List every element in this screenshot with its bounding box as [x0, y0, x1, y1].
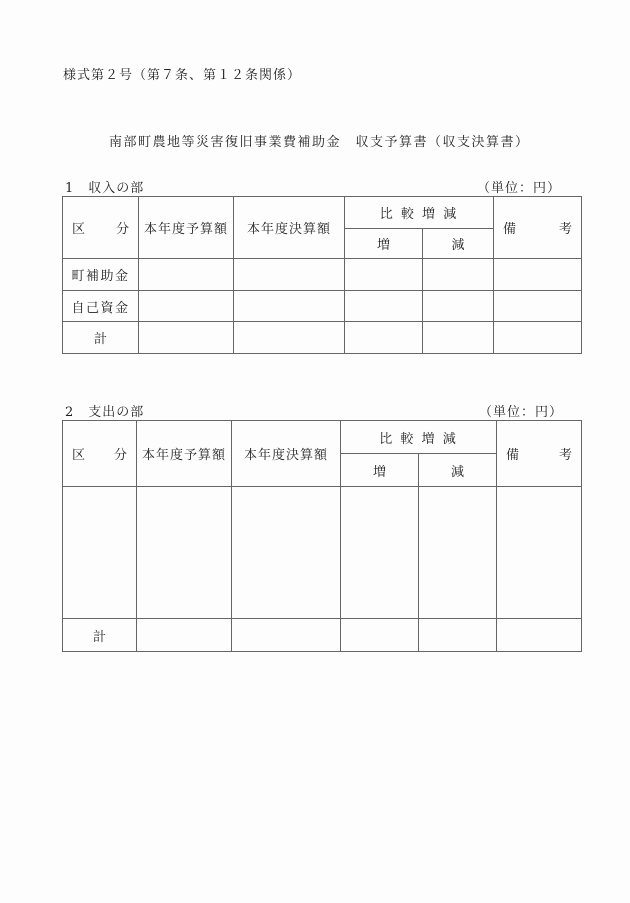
- header-category-right: 分: [115, 222, 129, 237]
- total-row: [63, 322, 582, 354]
- increase-cell[interactable]: [345, 322, 423, 354]
- form-number: 様式第２号（第７条、第１２条関係）: [63, 68, 302, 83]
- expenditure-table: [62, 420, 582, 652]
- header-remarks: [497, 421, 582, 487]
- budget-cell[interactable]: [137, 487, 232, 619]
- table-row: [63, 291, 582, 322]
- total-row: [63, 619, 582, 652]
- remarks-cell[interactable]: [497, 487, 582, 619]
- header-settlement: 本年度決算額: [232, 421, 341, 487]
- header-category-right: 分: [113, 448, 127, 463]
- row-label: 町補助金: [63, 259, 139, 291]
- header-decrease: 減: [423, 229, 494, 259]
- header-settlement: 本年度決算額: [234, 197, 345, 259]
- remarks-cell[interactable]: [494, 322, 582, 354]
- header-budget: 本年度予算額: [139, 197, 234, 259]
- row-label: 計: [63, 322, 139, 354]
- remarks-cell[interactable]: [494, 291, 582, 322]
- header-comparison: 比 較 増 減: [341, 421, 497, 454]
- header-remarks: [494, 197, 582, 259]
- increase-cell[interactable]: [345, 259, 423, 291]
- header-remarks-left: 備: [503, 222, 517, 237]
- header-comparison: 比 較 増 減: [345, 197, 494, 229]
- header-category: [63, 421, 137, 487]
- increase-cell[interactable]: [341, 487, 419, 619]
- header-category: [63, 197, 139, 259]
- row-label: 計: [63, 619, 137, 652]
- header-remarks-right: 考: [558, 448, 572, 463]
- table-row: [63, 259, 582, 291]
- header-budget: 本年度予算額: [137, 421, 232, 487]
- row-label[interactable]: [63, 487, 137, 619]
- header-category-left: 区: [72, 448, 86, 463]
- decrease-cell[interactable]: [419, 619, 497, 652]
- increase-cell[interactable]: [341, 619, 419, 652]
- header-category-left: 区: [72, 222, 86, 237]
- increase-cell[interactable]: [345, 291, 423, 322]
- document-title: 南部町農地等災害復旧事業費補助金 収支予算書（収支決算書）: [109, 135, 530, 150]
- budget-cell[interactable]: [139, 259, 234, 291]
- income-section-label: 1 収入の部: [65, 181, 145, 196]
- table-row: [63, 487, 582, 619]
- settlement-cell[interactable]: [232, 619, 341, 652]
- header-remarks-left: 備: [506, 448, 520, 463]
- header-increase: 増: [345, 229, 423, 259]
- row-label: 自己資金: [63, 291, 139, 322]
- settlement-cell[interactable]: [234, 322, 345, 354]
- settlement-cell[interactable]: [232, 487, 341, 619]
- expenditure-section-label: 2 支出の部: [65, 405, 145, 420]
- income-table: [62, 196, 582, 354]
- decrease-cell[interactable]: [419, 487, 497, 619]
- budget-cell[interactable]: [139, 322, 234, 354]
- header-remarks-right: 考: [558, 222, 572, 237]
- decrease-cell[interactable]: [423, 322, 494, 354]
- income-unit-label: （単位：円）: [477, 181, 562, 196]
- remarks-cell[interactable]: [494, 259, 582, 291]
- header-increase: 増: [341, 454, 419, 487]
- budget-cell[interactable]: [137, 619, 232, 652]
- decrease-cell[interactable]: [423, 291, 494, 322]
- remarks-cell[interactable]: [497, 619, 582, 652]
- header-decrease: 減: [419, 454, 497, 487]
- settlement-cell[interactable]: [234, 291, 345, 322]
- budget-cell[interactable]: [139, 291, 234, 322]
- expenditure-unit-label: （単位：円）: [479, 405, 564, 420]
- decrease-cell[interactable]: [423, 259, 494, 291]
- settlement-cell[interactable]: [234, 259, 345, 291]
